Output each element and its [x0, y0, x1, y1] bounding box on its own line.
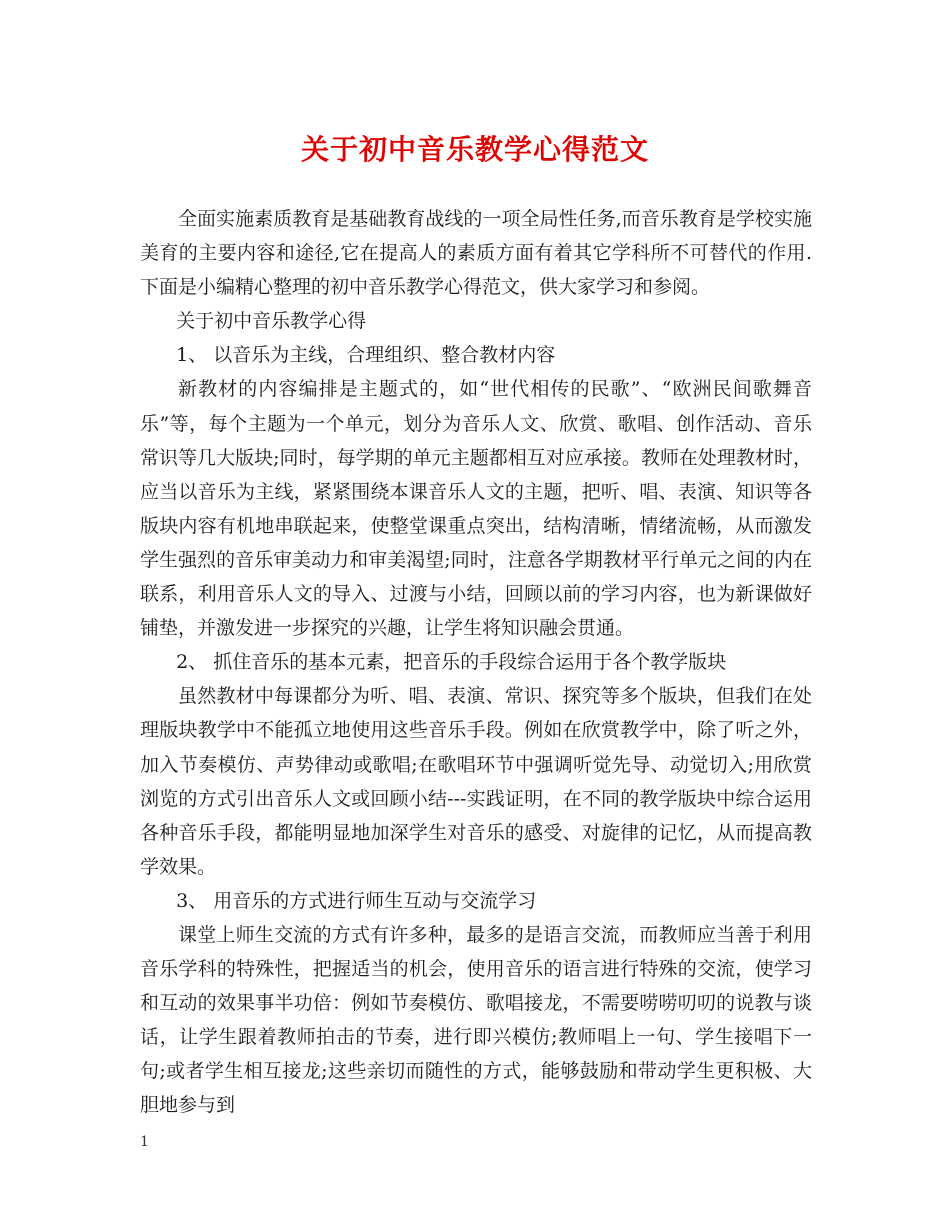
- point-2-heading: 2、 抓住音乐的基本元素，把音乐的手段综合运用于各个教学版块: [176, 651, 727, 674]
- page-number: 1: [140, 1134, 149, 1150]
- point-2-paragraph: 虽然教材中每课都分为听、唱、表演、常识、探究等多个版块，但我们在处理版块教学中不能孤立地使用这些音乐手段。例如在欣赏教学中，除了听之外，加入节奏模仿、声势律动或歌唱;在歌唱环节中强调听觉先导、动觉切入;用欣赏浏览的方式引出音乐人文或回顾小结---实践证明，在不同的教学版块中综合运用各种音乐手段，都能明显地加深学生对音乐的感受、对旋律的记忆，从而提高教学效果。: [140, 685, 812, 878]
- document-title: 关于初中音乐教学心得范文: [300, 133, 649, 166]
- section-heading: 关于初中音乐教学心得: [176, 310, 367, 333]
- document-body: [140, 202, 812, 1123]
- point-1-paragraph: 新教材的内容编排是主题式的，如“世代相传的民歌”、“欧洲民间歌舞音乐”等，每个主题为一个单元，划分为音乐人文、欣赏、歌唱、创作活动、音乐常识等几大版块;同时，每学期的单元主题都相互对应承接。教师在处理教材时，应当以音乐为主线，紧紧围绕本课音乐人文的主题，把听、唱、表演、知识等各版块内容有机地串联起来，使整堂课重点突出，结构清晰，情绪流畅，从而激发学生强烈的音乐审美动力和审美渴望;同时，注意各学期教材平行单元之间的内在联系，利用音乐人文的导入、过渡与小结，回顾以前的学习内容，也为新课做好铺垫，并激发进一步探究的兴趣，让学生将知识融会贯通。: [140, 378, 812, 640]
- intro-paragraph: 全面实施素质教育是基础教育战线的一项全局性任务,而音乐教育是学校实施美育的主要内容和途径,它在提高人的素质方面有着其它学科所不可替代的作用.下面是小编精心整理的初中音乐教学心得范文，供大家学习和参阅。: [140, 208, 812, 299]
- point-3-paragraph: 课堂上师生交流的方式有许多种，最多的是语言交流，而教师应当善于利用音乐学科的特殊性，把握适当的机会，使用音乐的语言进行特殊的交流，使学习和互动的效果事半功倍：例如节奏模仿、歌唱接龙，不需要唠唠叨叨的说教与谈话，让学生跟着教师拍击的节奏，进行即兴模仿;教师唱上一句、学生接唱下一句;或者学生相互接龙;这些亲切而随性的方式，能够鼓励和带动学生更积极、大胆地参与到: [140, 923, 812, 1117]
- point-3-heading: 3、 用音乐的方式进行师生互动与交流学习: [176, 889, 537, 912]
- point-1-heading: 1、 以音乐为主线，合理组织、整合教材内容: [176, 344, 556, 367]
